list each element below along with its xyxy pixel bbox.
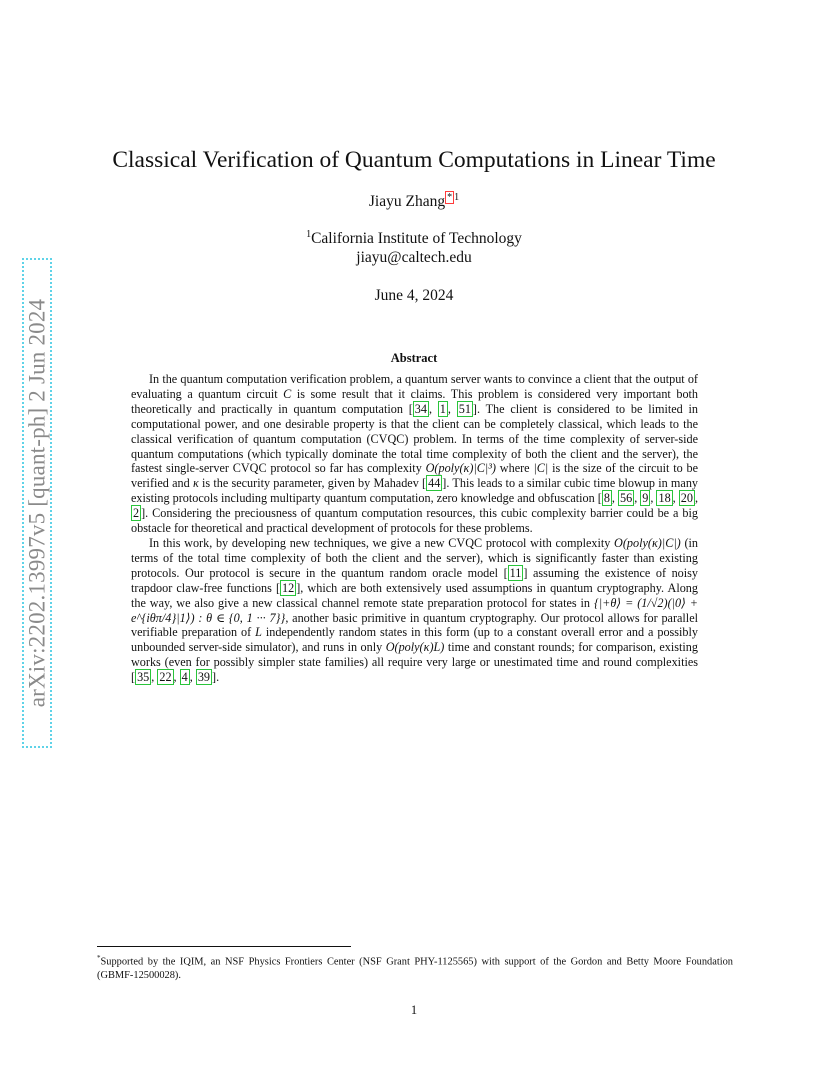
abstract-body	[131, 372, 698, 685]
affiliation-mark: 1	[306, 229, 312, 240]
citation-link[interactable]: 34	[414, 401, 427, 416]
citation-link[interactable]: 4	[181, 670, 188, 685]
footnote-link[interactable]: *	[447, 192, 453, 203]
citation-link[interactable]: 51	[458, 401, 471, 416]
citation-link[interactable]: 18	[658, 491, 671, 506]
footnote-rule	[97, 946, 351, 947]
citation-link[interactable]: 35	[137, 670, 150, 685]
citation-link[interactable]: 11	[509, 565, 522, 580]
citation-link[interactable]: 8	[603, 491, 610, 506]
footnote-text: Supported by the IQIM, an NSF Physics Frontiers Center (NSF Grant PHY-1125565) with support of the Gordon and Betty Moore Foundation (GBMF-12500028).	[97, 956, 733, 982]
institution: California Institute of Technology	[311, 230, 522, 248]
email: jiayu@caltech.edu	[356, 249, 472, 267]
affiliation-mark: 1	[454, 192, 460, 203]
citation-link[interactable]: 9	[642, 491, 649, 506]
abstract-heading: Abstract	[390, 351, 438, 365]
footnote	[97, 951, 733, 983]
citation-link[interactable]: 2	[133, 506, 140, 521]
citation-link[interactable]: 12	[282, 580, 295, 595]
arxiv-identifier: arXiv:2202.13997v5 [quant-ph] 2 Jun 2024	[24, 298, 50, 708]
affiliation-block	[0, 225, 828, 267]
footnote-mark: *	[97, 954, 101, 962]
abstract-paragraph-2: In this work, by developing new techniques, we give a new CVQC protocol with complexity O(poly(κ)|C|) (in terms of the total time complexity of both the client and the server), which is significantly faster than existing protocols. Our protocol is secure in the quantum random oracle model [ 11 ] assuming the existence of noisy trapdoor claw-free functions [ 12 ], which are both extensively used assumptions in quantum cryptography. Along the way, we also give a new classical channel remote state preparation protocol for states in {|+θ⟩ = (1/√2)(|0⟩ + e^{iθπ/4}|1⟩) : θ ∈ {0, 1 ··· 7}}, another basic primitive in quantum cryptography. Our protocol allows for parallel verifiable preparation of L independently random states in this form (up to a constant overall error and a possibly unbounded server-side simulator), and runs in only O(poly(κ)L) time and constant rounds; for comparison, existing works (even for possibly simpler state families) all require very large or unestimated time and round complexities [ 35 , 22 , 4 , 39 ].	[131, 535, 698, 685]
citation-link[interactable]: 39	[197, 670, 210, 685]
citation-link[interactable]: 56	[620, 491, 633, 506]
date: June 4, 2024	[374, 287, 454, 304]
author-name: Jiayu Zhang	[368, 193, 446, 211]
page-number: 1	[410, 1003, 418, 1017]
abstract-paragraph-1: In the quantum computation verification problem, a quantum server wants to convince a client that the output of evaluating a quantum circuit C is some result that it claims. This problem is considered very important both theoretically and practically in quantum computation [ 34 , 1 , 51 ]. The client is considered to be limited in computational power, and one desirable property is that the client can be completely classical, which leads to the classical verification of quantum computation (CVQC) problem. In terms of the time complexity of server-side quantum computations (which typically dominate the total time complexity of both the client and the server), the fastest single-server CVQC protocol so far has complexity O(poly(κ)|C|³) where |C| is the size of the circuit to be verified and κ is the security parameter, given by Mahadev [ 44 ]. This leads to a similar cubic time blowup in many existing protocols including multiparty quantum computation, zero knowledge and obfuscation [ 8 , 56 , 9 , 18 , 20 , 2 ]. Considering the preciousness of quantum computation resources, this cubic complexity barrier could be a big obstacle for theoretical and practical development of protocols for these problems.	[131, 372, 699, 536]
citation-link[interactable]: 22	[159, 670, 172, 685]
paper-title: Classical Verification of Quantum Computations in Linear Time	[112, 147, 716, 173]
citation-link[interactable]: 20	[680, 491, 693, 506]
author-line	[0, 192, 828, 211]
citation-link[interactable]: 44	[428, 476, 441, 491]
citation-link[interactable]: 1	[439, 401, 446, 416]
arxiv-stamp	[22, 258, 52, 748]
